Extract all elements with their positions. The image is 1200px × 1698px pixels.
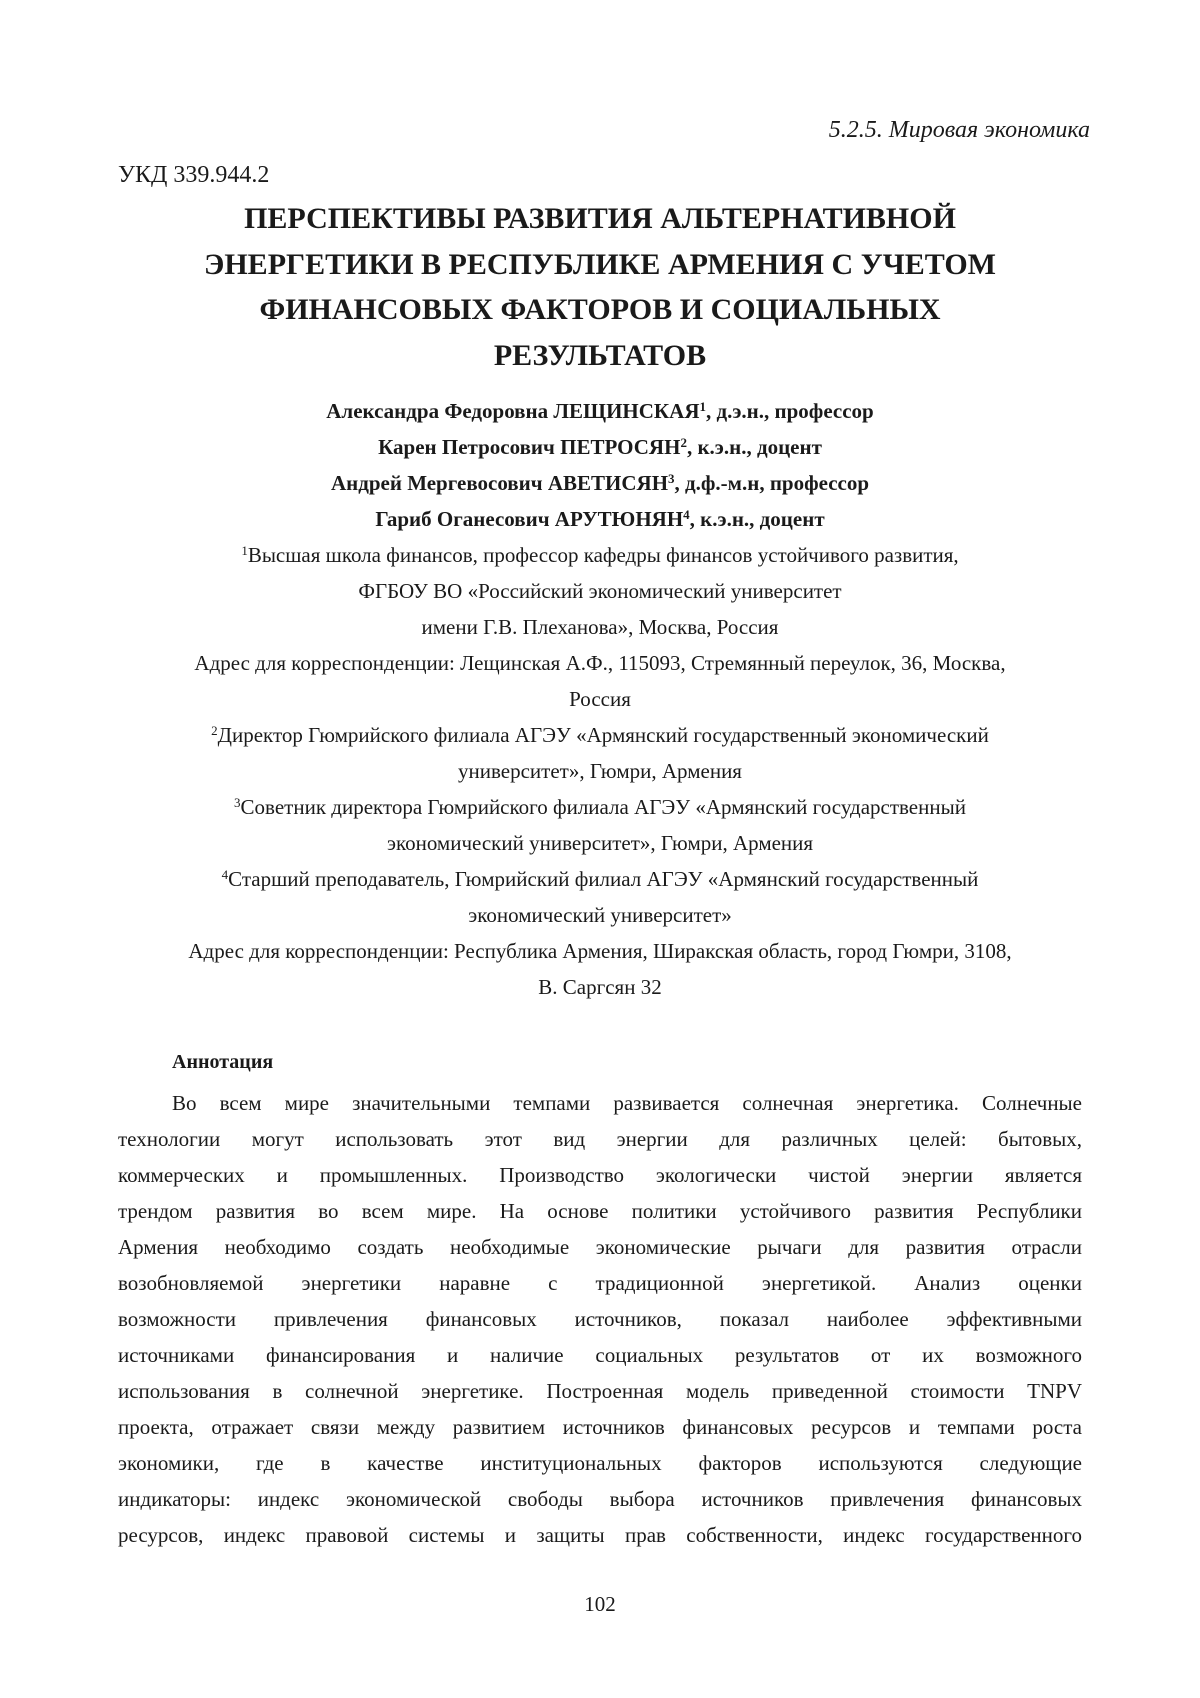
affiliation-line: ФГБОУ ВО «Российский экономический университет <box>358 579 842 603</box>
author-name: Александра Федоровна ЛЕЩИНСКАЯ <box>326 399 700 423</box>
affiliation-line <box>118 537 1082 573</box>
author-degree: , к.э.н., доцент <box>689 507 825 531</box>
abstract-line: экономики, где в качестве институциональных факторов используются следующие <box>118 1451 1082 1475</box>
author-superscript: 2 <box>680 435 687 450</box>
author-name: Гариб Оганесович АРУТЮНЯН <box>375 507 684 531</box>
authors-list <box>118 393 1082 537</box>
author-line <box>118 429 1082 465</box>
author-superscript: 3 <box>668 471 675 486</box>
affiliation-line: университет», Гюмри, Армения <box>458 759 742 783</box>
affiliation-line: экономический университет», Гюмри, Армения <box>386 831 814 855</box>
affiliation-text: Директор Гюмрийского филиала АГЭУ «Армянский государственный экономический <box>217 723 989 747</box>
affiliation-superscript: 1 <box>241 543 248 558</box>
author-line <box>118 465 1082 501</box>
author-name: Андрей Мергевосович АВЕТИСЯН <box>330 471 669 495</box>
abstract-line: индикаторы: индекс экономической свободы выбора источников привлечения финансовых <box>118 1487 1082 1511</box>
abstract-body <box>118 1085 1082 1553</box>
correspondence-address: Адрес для корреспонденции: Лещинская А.Ф., 115093, Стремянный переулок, 36, Москва, <box>194 651 1006 675</box>
author-superscript: 4 <box>683 507 690 522</box>
author-superscript: 1 <box>699 399 706 414</box>
author-line <box>118 501 1082 537</box>
affiliation-text: Высшая школа финансов, профессор кафедры финансов устойчивого развития, <box>247 543 959 567</box>
abstract-line: технологии могут использовать этот вид энергии для различных целей: бытовых, <box>118 1127 1082 1151</box>
title-line: ЭНЕРГЕТИКИ В РЕСПУБЛИКЕ АРМЕНИЯ С УЧЕТОМ <box>204 247 996 281</box>
affiliation-line <box>118 789 1082 825</box>
abstract-line: возможности привлечения финансовых источников, показал наиболее эффективными <box>118 1307 1082 1331</box>
abstract-line: возобновляемой энергетики наравне с традиционной энергетикой. Анализ оценки <box>118 1271 1082 1295</box>
correspondence-address: Россия <box>569 687 631 711</box>
correspondence-address: В. Саргсян 32 <box>538 975 662 999</box>
abstract-line: Армения необходимо создать необходимые экономические рычаги для развития отрасли <box>118 1235 1082 1259</box>
abstract-line: коммерческих и промышленных. Производство экологически чистой энергии является <box>118 1163 1082 1187</box>
affiliation-line <box>118 717 1082 753</box>
author-line <box>118 393 1082 429</box>
title-line: РЕЗУЛЬТАТОВ <box>493 338 707 372</box>
affiliation-text: Старший преподаватель, Гюмрийский филиал АГЭУ «Армянский государственный <box>228 867 979 891</box>
affiliation-line: имени Г.В. Плеханова», Москва, Россия <box>421 615 779 639</box>
title-line: ПЕРСПЕКТИВЫ РАЗВИТИЯ АЛЬТЕРНАТИВНОЙ <box>244 202 956 235</box>
affiliation-superscript: 2 <box>211 723 218 738</box>
udk-code: УКД 339.944.2 <box>118 162 270 188</box>
section-code: 5.2.5. Мировая экономика <box>828 117 1090 143</box>
affiliations <box>118 537 1082 1005</box>
affiliation-superscript: 3 <box>234 795 241 810</box>
affiliation-line <box>118 861 1082 897</box>
abstract-line: проекта, отражает связи между развитием источников финансовых ресурсов и темпами роста <box>118 1415 1082 1439</box>
abstract-line: использования в солнечной энергетике. Построенная модель приведенной стоимости TNPV <box>118 1379 1082 1403</box>
page-number: 102 <box>584 1592 616 1616</box>
affiliation-text: Советник директора Гюмрийского филиала АГЭУ «Армянский государственный <box>240 795 966 819</box>
author-degree: , д.ф.-м.н, профессор <box>674 471 870 495</box>
author-name: Карен Петросович ПЕТРОСЯН <box>378 435 681 459</box>
author-degree: , к.э.н., доцент <box>686 435 822 459</box>
abstract-line: источниками финансирования и наличие социальных результатов от их возможного <box>118 1343 1082 1367</box>
title-line: ФИНАНСОВЫХ ФАКТОРОВ И СОЦИАЛЬНЫХ <box>259 293 941 326</box>
author-degree: , д.э.н., профессор <box>705 399 874 423</box>
abstract-line: Во всем мире значительными темпами развивается солнечная энергетика. Солнечные <box>172 1091 1082 1115</box>
abstract-line: ресурсов, индекс правовой системы и защиты прав собственности, индекс государственного <box>118 1523 1082 1547</box>
affiliation-superscript: 4 <box>221 867 229 882</box>
paper-title <box>118 196 1082 378</box>
correspondence-address: Адрес для корреспонденции: Республика Армения, Ширакская область, город Гюмри, 3108, <box>188 939 1012 963</box>
affiliation-line: экономический университет» <box>468 903 732 927</box>
abstract-line: трендом развития во всем мире. На основе политики устойчивого развития Республики <box>118 1199 1082 1223</box>
abstract-heading: Аннотация <box>172 1051 274 1073</box>
